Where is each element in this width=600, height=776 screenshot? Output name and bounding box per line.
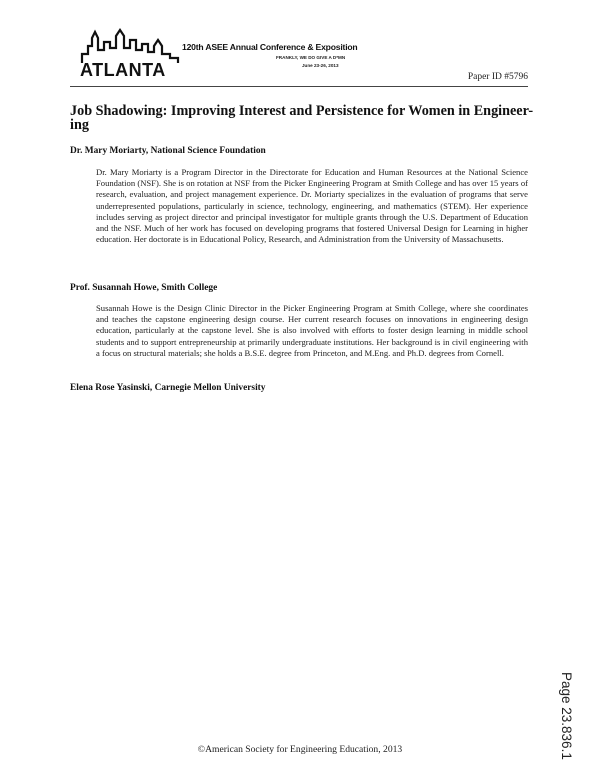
conference-tagline: FRANKLY, WE DO GIVE A D*MN xyxy=(276,55,346,60)
author-name: Elena Rose Yasinski, Carnegie Mellon University xyxy=(70,383,266,393)
conference-dates: June 23-26, 2013 xyxy=(302,63,339,68)
paper-title-line: Job Shadowing: Improving Interest and Persistence for Women in Engineer- xyxy=(70,103,534,119)
author-bio: Susannah Howe is the Design Clinic Director in the Picker Engineering Program at Smith College, where she coordinates and teaches the capstone engineering design course. Her current research focuses on innovations in engineering design education, particularly at the capstone level. She is also involved with efforts to foster design learning in middle school students and to support entrepreneurship at primarily undergraduate institutions. Her background is in civil engineering with a focus on structural materials; she holds a B.S.E. degree from Princeton, and M.Eng. and Ph.D. degrees from Cornell. xyxy=(96,303,528,358)
paper-title-line: ing xyxy=(70,117,89,133)
atlanta-skyline-icon xyxy=(80,28,180,64)
header-divider xyxy=(70,86,528,87)
page-number-stamp: Page 23.836.1 xyxy=(559,672,574,760)
conference-logo xyxy=(80,28,370,84)
copyright-footer: ©American Society for Engineering Education, 2013 xyxy=(197,744,403,755)
author-bio: Dr. Mary Moriarty is a Program Director in the Directorate for Education and Human Resources at the National Science Foundation (NSF). She is on rotation at NSF from the Picker Engineering Program at Smith College and has over 15 years of research, evaluation, and project management experience. Dr. Moriarty specializes in the evaluation of programs that serve underrepresented populations, particularly in science, technology, engineering, and mathematics (STEM). Her experience includes serving as project director and principal investigator for multiple grants through the U.S. Department of Education and the NSF. Much of her work has focused on developing programs that fostered Universal Design for Learning in higher education. Her doctorate is in Educational Policy, Research, and Administration from the University of Massachusetts. xyxy=(96,167,528,245)
author-name: Dr. Mary Moriarty, National Science Foundation xyxy=(70,146,266,156)
author-name: Prof. Susannah Howe, Smith College xyxy=(70,283,218,293)
paper-title xyxy=(70,104,534,132)
logo-wordmark: ATLANTA xyxy=(80,60,166,80)
paper-id: Paper ID #5796 xyxy=(467,72,528,82)
conference-name: 120th ASEE Annual Conference & Exposition xyxy=(182,42,358,52)
